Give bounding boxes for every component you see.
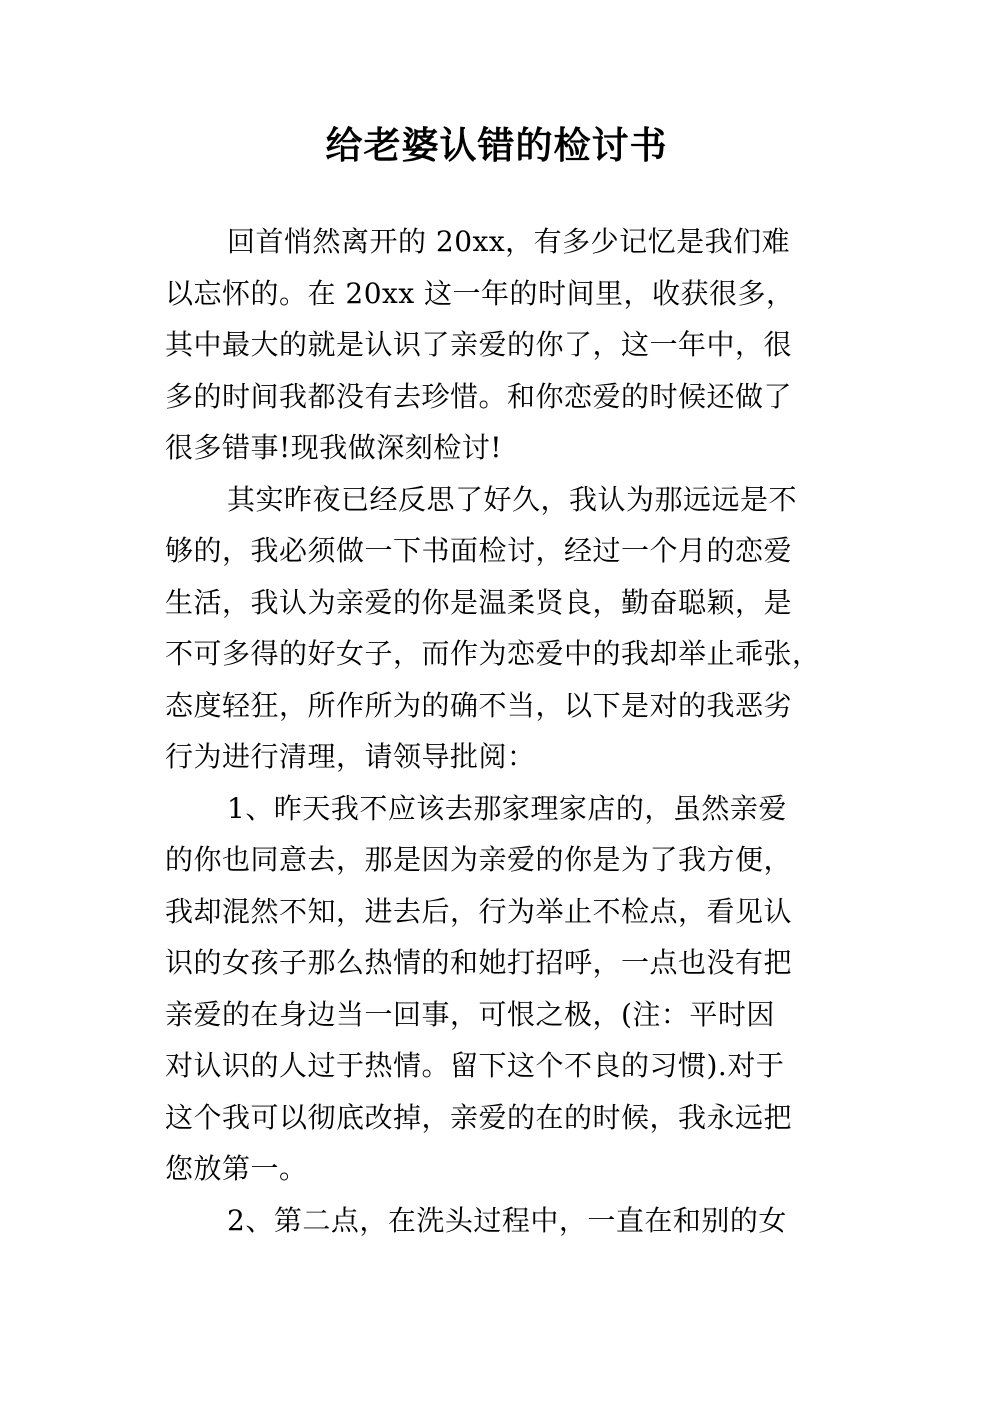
paragraph-3-line-2: 的你也同意去，那是因为亲爱的你是为了我方便， [165, 843, 793, 876]
paragraph-3-line-4: 识的女孩子那么热情的和她打招呼，一点也没有把 [165, 946, 793, 979]
paragraph-3-line-8: 您放第一。 [165, 1152, 308, 1185]
document-title: 给老婆认错的检讨书 [325, 124, 668, 167]
paragraph-4-line-1: 2、第二点，在洗头过程中，一直在和别的女 [227, 1203, 787, 1237]
paragraph-1-line-4: 多的时间我都没有去珍惜。和你恋爱的时候还做了 [165, 379, 793, 413]
paragraph-2-line-5: 态度轻狂，所作所为的确不当，以下是对的我恶劣 [165, 688, 793, 722]
paragraph-2-line-6: 行为进行清理，请领导批阅： [165, 740, 536, 773]
paragraph-2-line-1: 其实昨夜已经反思了好久，我认为那远远是不 [227, 482, 798, 516]
paragraph-1-line-5: 很多错事!现我做深刻检讨! [165, 431, 503, 464]
paragraph-3-line-6: 对认识的人过于热情。留下这个不良的习惯).对于 [165, 1049, 785, 1082]
paragraph-2-line-3: 生活，我认为亲爱的你是温柔贤良，勤奋聪颖，是 [165, 585, 793, 619]
document-body [165, 216, 845, 1246]
paragraph-2-line-4: 不可多得的好女子，而作为恋爱中的我却举止乖张， [165, 637, 821, 670]
paragraph-2-line-2: 够的，我必须做一下书面检讨，经过一个月的恋爱 [165, 534, 793, 567]
paragraph-1-line-3: 其中最大的就是认识了亲爱的你了，这一年中，很 [165, 328, 793, 361]
paragraph-3-line-3: 我却混然不知，进去后，行为举止不检点，看见认 [165, 894, 793, 928]
paragraph-3-line-1: 1、昨天我不应该去那家理家店的，虽然亲爱 [227, 791, 787, 825]
paragraph-3-line-7: 这个我可以彻底改掉，亲爱的在的时候，我永远把 [165, 1100, 793, 1134]
paragraph-3-line-5: 亲爱的在身边当一回事，可恨之极，(注：平时因 [165, 997, 775, 1031]
paragraph-1-line-2: 以忘怀的。在 20xx 这一年的时间里，收获很多， [165, 276, 795, 310]
paragraph-1-line-1: 回首悄然离开的 20xx，有多少记忆是我们难 [227, 225, 791, 258]
